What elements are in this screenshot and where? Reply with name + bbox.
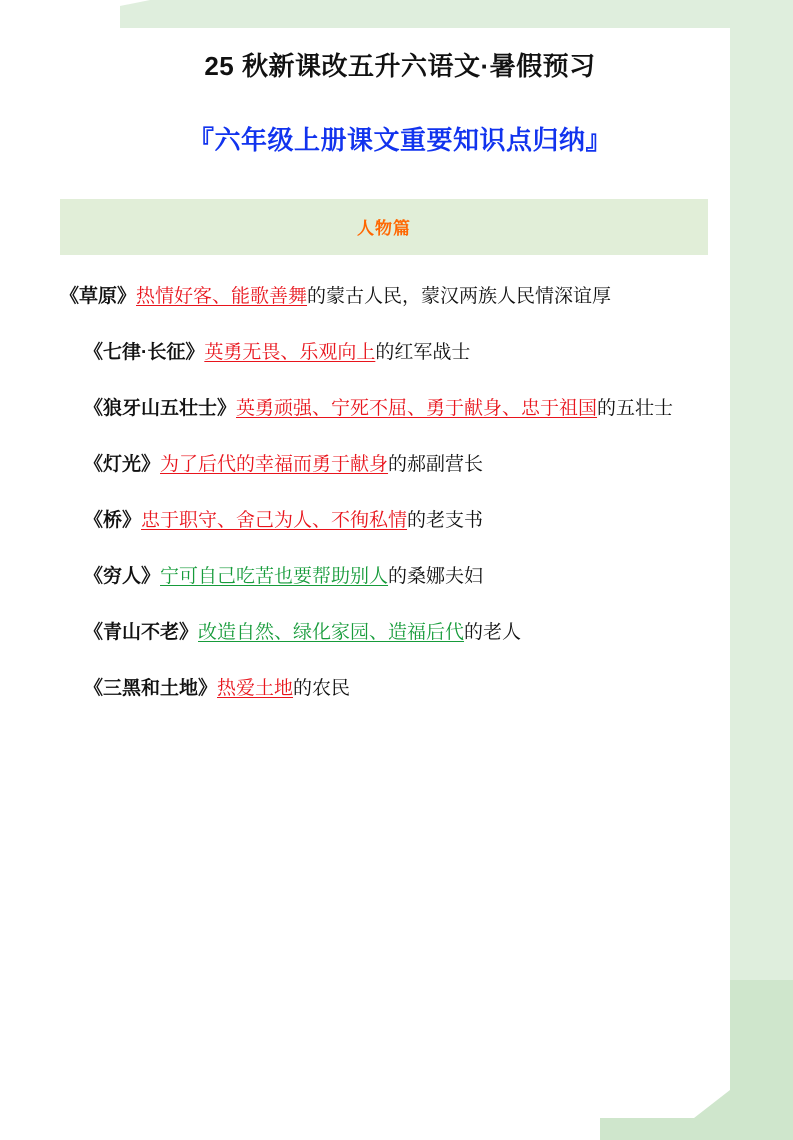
knowledge-point-tail: 的蒙古人民，蒙汉两族人民情深谊厚 <box>307 285 612 307</box>
page-subtitle: 『六年级上册课文重要知识点归纳』 <box>187 124 612 155</box>
knowledge-point-item <box>60 661 720 717</box>
knowledge-point-tail: 的红军战士 <box>375 341 471 363</box>
knowledge-point-tail: 的老人 <box>464 621 522 643</box>
knowledge-point-highlight: 忠于职守、舍己为人、不徇私情 <box>141 509 408 531</box>
knowledge-point-item <box>60 549 720 605</box>
knowledge-point-item <box>60 269 720 325</box>
knowledge-point-tail: 的老支书 <box>407 509 484 531</box>
knowledge-point-work-title: 《桥》 <box>84 509 142 531</box>
knowledge-point-list <box>60 269 720 717</box>
page-title: 25 秋新课改五升六语文·暑假预习 <box>204 51 596 81</box>
document-content <box>60 50 740 717</box>
section-header-band <box>60 199 708 255</box>
knowledge-point-item <box>60 605 720 661</box>
knowledge-point-work-title: 《灯光》 <box>84 453 161 475</box>
section-header-label: 人物篇 <box>357 219 411 239</box>
knowledge-point-item <box>60 381 720 437</box>
knowledge-point-work-title: 《穷人》 <box>84 565 161 587</box>
knowledge-point-item <box>60 493 720 549</box>
knowledge-point-tail: 的农民 <box>293 677 351 699</box>
knowledge-point-work-title: 《青山不老》 <box>84 621 199 643</box>
knowledge-point-highlight: 热情好客、能歌善舞 <box>136 285 308 307</box>
knowledge-point-item <box>60 437 720 493</box>
knowledge-point-item <box>60 325 720 381</box>
knowledge-point-work-title: 《三黑和土地》 <box>84 677 218 699</box>
knowledge-point-highlight: 英勇顽强、宁死不屈、勇于献身、忠于祖国 <box>236 397 598 419</box>
knowledge-point-tail: 的郝副营长 <box>388 453 484 475</box>
knowledge-point-tail: 的桑娜夫妇 <box>388 565 484 587</box>
knowledge-point-work-title: 《七律·长征》 <box>84 341 205 363</box>
knowledge-point-highlight: 宁可自己吃苦也要帮助别人 <box>160 565 389 587</box>
knowledge-point-highlight: 为了后代的幸福而勇于献身 <box>160 453 389 475</box>
knowledge-point-work-title: 《狼牙山五壮士》 <box>84 397 237 419</box>
knowledge-point-highlight: 热爱土地 <box>217 677 294 699</box>
knowledge-point-highlight: 英勇无畏、乐观向上 <box>204 341 376 363</box>
knowledge-point-highlight: 改造自然、绿化家园、造福后代 <box>198 621 465 643</box>
knowledge-point-tail: 的五壮士 <box>597 397 674 419</box>
knowledge-point-work-title: 《草原》 <box>60 285 137 307</box>
